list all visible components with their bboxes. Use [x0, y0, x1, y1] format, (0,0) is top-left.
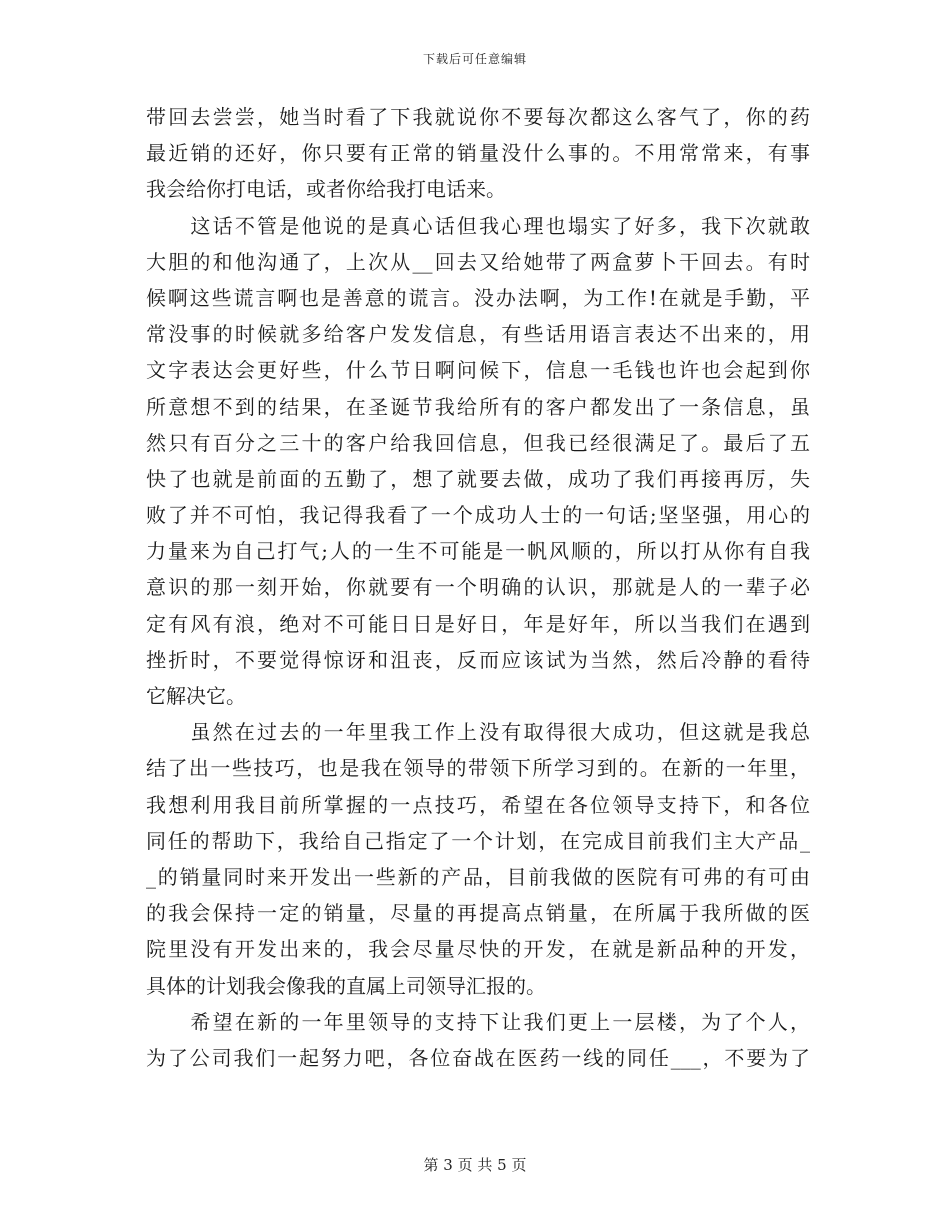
text-line: 文字表达会更好些，什么节日啊问候下，信息一毛钱也许也会起到你: [146, 358, 810, 383]
text-line: 败了并不可怕，我记得我看了一个成功人士的一句话;坚坚强，用心的: [146, 503, 810, 528]
text-line: 的我会保持一定的销量，尽量的再提高点销量，在所属于我所做的医: [146, 901, 810, 926]
text-line: 挫折时，不要觉得惊讶和沮丧，反而应该试为当然，然后冷静的看待: [146, 647, 810, 672]
text-line: 希望在新的一年里领导的支持下让我们更上一层楼，为了个人，: [146, 1009, 810, 1034]
text-line: 同任的帮助下，我给自己指定了一个计划，在完成目前我们主大产品_: [146, 828, 810, 853]
text-line: 然只有百分之三十的客户给我回信息，但我已经很满足了。最后了五: [146, 430, 810, 455]
text-line: 它解决它。: [146, 684, 246, 708]
text-line: 定有风有浪，绝对不可能日日是好日，年是好年，所以当我们在遇到: [146, 611, 810, 636]
page-header: 下载后可任意编辑: [422, 52, 527, 66]
text-line: 常没事的时候就多给客户发发信息，有些话用语言表达不出来的，用: [146, 322, 810, 347]
page-footer: 第 3 页 共 5 页: [423, 1156, 527, 1174]
text-line: 所意想不到的结果，在圣诞节我给所有的客户都发出了一条信息，虽: [146, 394, 810, 419]
text-line: 最近销的还好，你只要有正常的销量没什么事的。不用常常来，有事: [146, 141, 810, 166]
text-line: 院里没有开发出来的，我会尽量尽快的开发，在就是新品种的开发，: [146, 937, 810, 962]
text-line: 力量来为自己打气;人的一生不可能是一帆风顺的，所以打从你有自我: [146, 539, 810, 564]
text-line: 带回去尝尝，她当时看了下我就说你不要每次都这么客气了，你的药: [146, 105, 810, 129]
text-line: 为了公司我们一起努力吧，各位奋战在医药一线的同任___，不要为了: [146, 1045, 810, 1070]
text-line: 这话不管是他说的是真心话但我心理也塌实了好多，我下次就敢: [146, 213, 810, 238]
text-line: 具体的计划我会像我的直属上司领导汇报的。: [146, 973, 546, 998]
text-line: 意识的那一刻开始，你就要有一个明确的认识，那就是人的一辈子必: [146, 575, 810, 600]
text-line: 候啊这些谎言啊也是善意的谎言。没办法啊，为工作!在就是手勤，平: [146, 285, 810, 310]
text-line: 我想利用我目前所掌握的一点技巧，希望在各位领导支持下，和各位: [146, 792, 810, 817]
body-text: [146, 99, 810, 1076]
text-line: _的销量同时来开发出一些新的产品，目前我做的医院有可弗的有可由: [146, 864, 810, 889]
text-line: 快了也就是前面的五勤了，想了就要去做，成功了我们再接再厉，失: [146, 466, 810, 491]
text-line: 我会给你打电话，或者你给我打电话来。: [146, 177, 506, 202]
text-line: 虽然在过去的一年里我工作上没有取得很大成功，但这就是我总: [146, 720, 810, 745]
text-line: 大胆的和他沟通了，上次从__回去又给她带了两盒萝卜干回去。有时: [146, 249, 810, 274]
text-line: 结了出一些技巧，也是我在领导的带领下所学习到的。在新的一年里，: [146, 756, 810, 781]
